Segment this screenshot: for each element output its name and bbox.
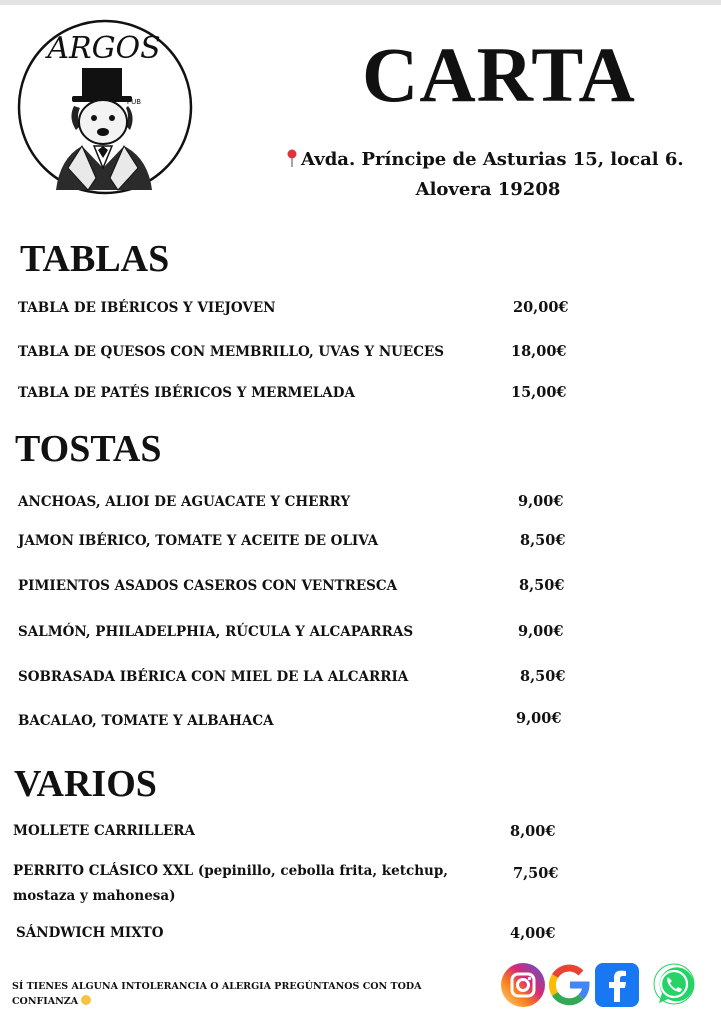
location-pin-icon — [286, 149, 298, 167]
address — [286, 145, 686, 205]
top-border — [0, 0, 721, 5]
menu-item-price: 9,00€ — [516, 710, 562, 727]
logo-name: ARGOS — [47, 31, 161, 66]
menu-item-price: 7,50€ — [513, 865, 559, 882]
menu-item-name: PERRITO CLÁSICO XXL (pepinillo, cebolla frita, ketchup, mostaza y mahonesa) — [13, 863, 448, 904]
menu-item-name: TABLA DE IBÉRICOS Y VIEJOVEN — [18, 300, 276, 316]
menu-item-price: 8,50€ — [520, 532, 566, 549]
menu-item-price: 8,50€ — [519, 577, 565, 594]
menu-item-price: 20,00€ — [513, 299, 569, 316]
menu-item-name: ANCHOAS, ALIOI DE AGUACATE Y CHERRY — [18, 494, 351, 510]
section-title-tablas: TABLAS — [20, 238, 170, 280]
menu-item-name: SOBRASADA IBÉRICA CON MIEL DE LA ALCARRIA — [18, 669, 409, 685]
smile-emoji-icon — [81, 995, 91, 1005]
logo-sub: PUB — [126, 98, 142, 106]
menu-item-price: 8,00€ — [510, 823, 556, 840]
address-line-2: Alovera 19208 — [415, 179, 561, 200]
page-title: CARTA — [362, 31, 636, 118]
menu-item-price: 9,00€ — [518, 623, 564, 640]
facebook-icon[interactable] — [594, 962, 640, 1008]
menu-item-name: TABLA DE PATÉS IBÉRICOS Y MERMELADA — [18, 385, 355, 401]
whatsapp-icon[interactable] — [651, 962, 697, 1008]
menu-item-price: 8,50€ — [520, 668, 566, 685]
menu-item-name: SALMÓN, PHILADELPHIA, RÚCULA Y ALCAPARRAS — [18, 624, 414, 640]
menu-item-name: TABLA DE QUESOS CON MEMBRILLO, UVAS Y NUECES — [18, 344, 445, 360]
menu-item-name: JAMON IBÉRICO, TOMATE Y ACEITE DE OLIVA — [18, 533, 379, 549]
menu-item-price: 18,00€ — [511, 343, 567, 360]
argos-pub-logo — [16, 18, 194, 196]
google-icon[interactable] — [546, 962, 592, 1008]
address-line-1: Avda. Príncipe de Asturias 15, local 6. — [301, 149, 684, 170]
menu-item-name: BACALAO, TOMATE Y ALBAHACA — [18, 713, 274, 729]
menu-item-price: 15,00€ — [511, 384, 567, 401]
menu-item-name: PIMIENTOS ASADOS CASEROS CON VENTRESCA — [18, 578, 398, 594]
menu-item-price: 9,00€ — [518, 493, 564, 510]
menu-item-price: 4,00€ — [510, 925, 556, 942]
menu-item-name: MOLLETE CARRILLERA — [13, 823, 195, 839]
instagram-icon[interactable] — [500, 962, 546, 1008]
section-title-tostas: TOSTAS — [15, 428, 162, 470]
section-title-varios: VARIOS — [14, 763, 157, 805]
menu-item-name: SÁNDWICH MIXTO — [16, 925, 164, 941]
allergy-note — [12, 979, 452, 1009]
logo-graphic — [16, 18, 194, 196]
allergy-note-text: SÍ TIENES ALGUNA INTOLERANCIA O ALERGIA PREGÚNTANOS CON TODA CONFIANZA — [12, 981, 422, 1007]
